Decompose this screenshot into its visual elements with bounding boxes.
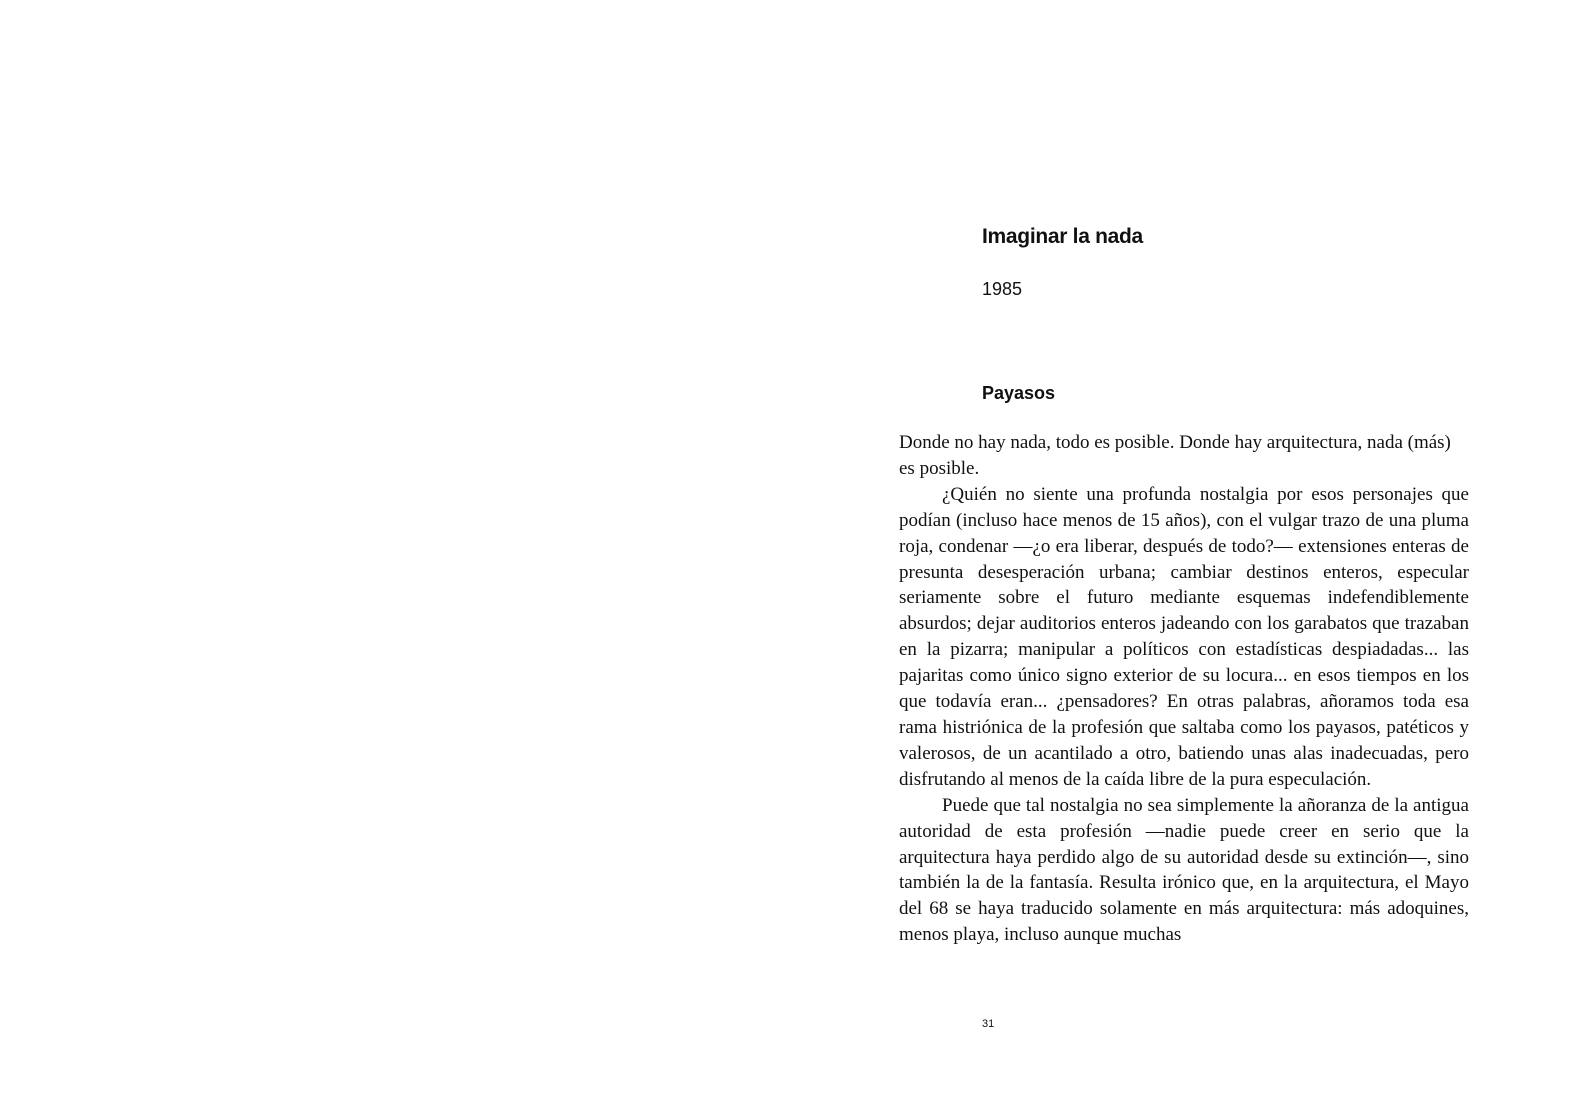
right-page xyxy=(785,0,1571,1100)
essay-year: 1985 xyxy=(982,279,1023,299)
paragraph-3: Puede que tal nostalgia no sea simplemente la añoranza de la antigua autoridad de esta profesión —nadie puede creer en serio que la arquitectura haya perdido algo de su autoridad desde su extinción—, sino también la de la fantasía. Resulta irónico que, en la arquitectura, el Mayo del 68 se haya traducido solamente en más arquitectura: más adoquines, menos playa, incluso aunque muchas xyxy=(899,794,1469,946)
paragraph-1: Donde no hay nada, todo es posible. Donde hay arquitectura, nada (más) es posible. xyxy=(899,432,1451,479)
paragraph-2: ¿Quién no siente una profunda nostalgia por esos personajes que podían (incluso hace menos de 15 años), con el vulgar trazo de una pluma roja, condenar —¿o era liberar, después de todo?— extensiones enteras de presunta desesperación urbana; cambiar destinos enteros, especular seriamente sobre el futuro mediante esquemas indefendiblemente absurdos; dejar auditorios enteros jadeando con los garabatos que trazaban en la pizarra; manipular a políticos con estadísticas despiadadas... las pajaritas como único signo exterior de su locura... en esos tiempos en los que todavía eran... ¿pensadores? En otras palabras, añoramos toda esa rama histriónica de la profesión que saltaba como los payasos, patéticos y valerosos, de un acantilado a otro, batiendo unas alas inadecuadas, pero disfrutando al menos de la caída libre de la pura especulación. xyxy=(899,483,1469,790)
section-title: Payasos xyxy=(982,383,1056,403)
body-text xyxy=(899,430,1469,948)
page-number: 31 xyxy=(982,1018,995,1030)
left-page xyxy=(0,0,785,1100)
essay-title: Imaginar la nada xyxy=(982,225,1143,248)
